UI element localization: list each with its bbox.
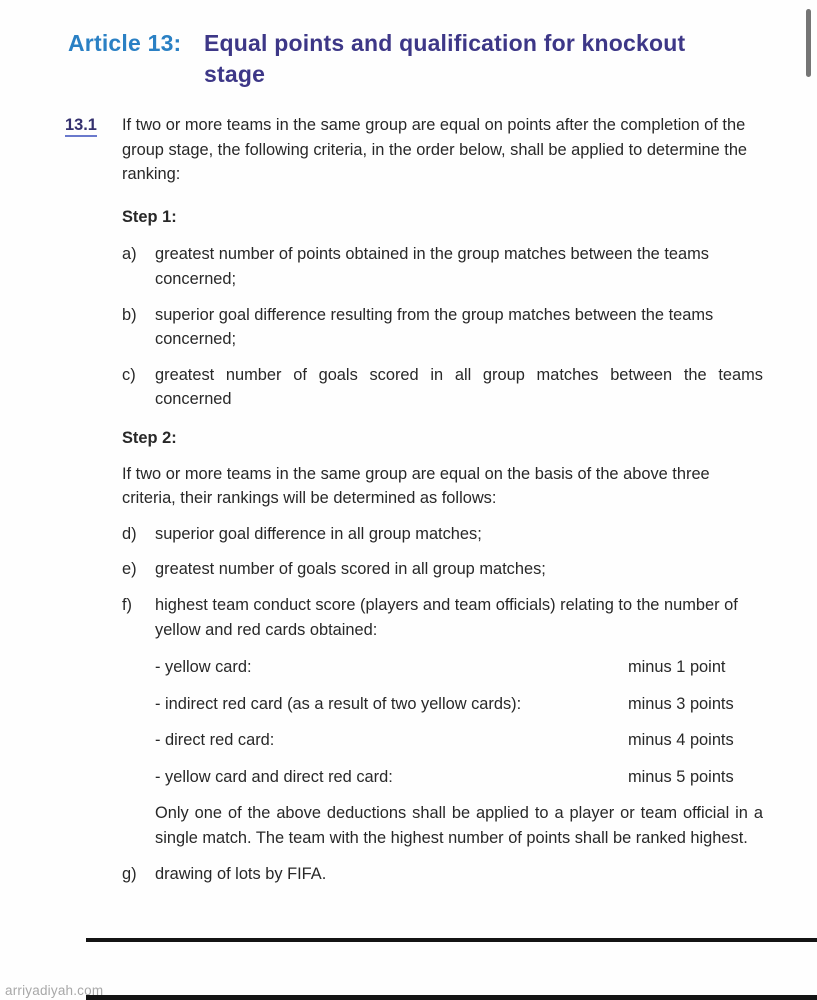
item-text-d: superior goal difference in all group matches;	[155, 524, 482, 543]
step1-label: Step 1:	[122, 207, 177, 226]
deduction-row-yellow	[155, 655, 763, 680]
article-title	[204, 28, 685, 90]
scan-edge-bar-lower	[86, 995, 817, 1000]
scan-edge-bar-upper	[86, 938, 817, 942]
article-title-line2: stage	[204, 61, 266, 87]
list-item-e	[122, 557, 763, 582]
article-number-label: Article 13:	[68, 30, 182, 56]
deduction-row-yellow-and-red	[155, 765, 763, 790]
item-marker-b: b)	[122, 305, 137, 324]
item-text-b: superior goal difference resulting from the group matches between the teams concerned;	[155, 305, 714, 349]
clause-body	[122, 113, 763, 886]
deduction-row-indirect-red	[155, 692, 763, 717]
article-heading	[0, 0, 817, 90]
item-marker-c: c)	[122, 365, 136, 384]
item-text-c: greatest number of goals scored in all group matches between the teams concerned	[155, 365, 763, 409]
deduction-label: - yellow card and direct red card:	[155, 767, 393, 786]
list-item-f	[122, 593, 763, 642]
deduction-value: minus 3 points	[628, 694, 734, 713]
deduction-value: minus 4 points	[628, 731, 734, 750]
deduction-row-direct-red	[155, 728, 763, 753]
clause-intro-paragraph: If two or more teams in the same group are equal on points after the completion of the group stage, the following criteria, in the order below, shall be applied to determine the ranking:	[122, 116, 748, 184]
item-text-f: highest team conduct score (players and team officials) relating to the number of yellow and red cards obtained:	[155, 595, 738, 639]
deduction-value: minus 5 points	[628, 767, 734, 786]
item-text-g: drawing of lots by FIFA.	[155, 864, 327, 883]
clause-13-1	[65, 113, 763, 886]
deduction-label: - indirect red card (as a result of two yellow cards):	[155, 694, 522, 713]
step2-intro-paragraph: If two or more teams in the same group are equal on the basis of the above three criteria, their rankings will be determined as follows:	[122, 464, 710, 508]
card-deductions-list	[155, 655, 763, 789]
watermark-text: arriyadiyah.com	[5, 983, 104, 998]
step2-label: Step 2:	[122, 428, 177, 447]
list-item-a	[122, 242, 763, 291]
vertical-scrollbar-thumb[interactable]	[806, 9, 811, 77]
list-item-c	[122, 363, 763, 412]
list-item-g	[122, 862, 763, 887]
list-item-b	[122, 303, 763, 352]
list-item-d	[122, 522, 763, 547]
deductions-note-paragraph: Only one of the above deductions shall be applied to a player or team official in a single match. The team with the highest number of points shall be ranked highest.	[155, 804, 763, 848]
article-title-line1: Equal points and qualification for knockout	[204, 30, 686, 56]
item-marker-a: a)	[122, 245, 137, 264]
item-marker-g: g)	[122, 864, 137, 883]
item-marker-d: d)	[122, 524, 137, 543]
item-text-e: greatest number of goals scored in all group matches;	[155, 560, 546, 579]
item-marker-f: f)	[122, 595, 133, 614]
item-text-a: greatest number of points obtained in the group matches between the teams concerned;	[155, 245, 709, 288]
item-marker-e: e)	[122, 560, 137, 579]
deduction-value: minus 1 point	[628, 658, 726, 677]
deduction-label: - yellow card:	[155, 658, 252, 677]
deduction-label: - direct red card:	[155, 731, 275, 750]
clause-number: 13.1	[65, 113, 122, 886]
